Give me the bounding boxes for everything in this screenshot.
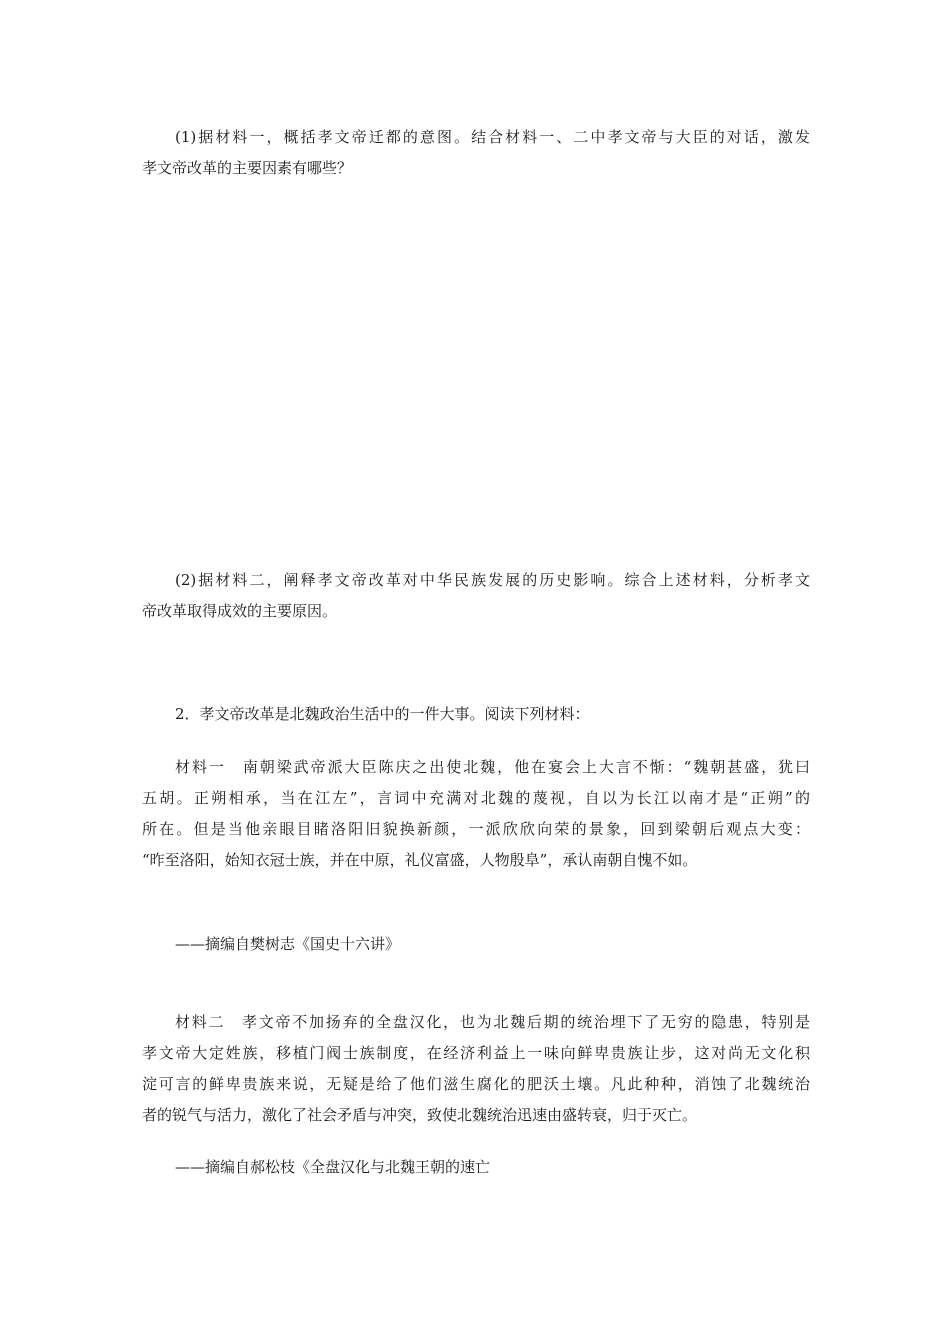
material-1-line-3: 所在。但是当他亲眼目睹洛阳旧貌换新颜，一派欣欣向荣的景象，回到梁朝后观点大变：: [142, 820, 810, 838]
material-1-source: ——摘编自樊树志《国史十六讲》: [175, 935, 401, 953]
question-1: [142, 122, 810, 184]
material-1-line-4: “昨至洛阳，始知衣冠士族，并在中原，礼仪富盛，人物殷阜”，承认南朝自愧不如。: [142, 851, 698, 869]
material-2-source: ——摘编自郝松枝《全盘汉化与北魏王朝的速亡: [175, 1158, 491, 1176]
material-2: [142, 1007, 810, 1131]
item-2-heading: 2．孝文帝改革是北魏政治生活中的一件大事。阅读下列材料：: [175, 705, 590, 723]
material-1-source-block: [142, 929, 810, 960]
material-2-source-block: [142, 1152, 810, 1183]
material-1: [142, 752, 810, 876]
material-1-line-2: 五胡。正朔相承，当在江左”，言词中充满对北魏的蔑视，自以为长江以南才是“正朔”的: [142, 789, 810, 807]
material-2-line-4: 者的锐气与活力，激化了社会矛盾与冲突，致使北魏统治迅速由盛转衰，归于灭亡。: [142, 1106, 698, 1124]
question-1-line-1: (1)据材料一，概括孝文帝迁都的意图。结合材料一、二中孝文帝与大臣的对话，激发: [175, 128, 810, 146]
item-2-heading-block: [142, 699, 810, 730]
question-2-line-1: (2)据材料二，阐释孝文帝改革对中华民族发展的历史影响。综合上述材料，分析孝文: [175, 571, 810, 589]
question-1-line-2: 孝文帝改革的主要因素有哪些？: [142, 159, 353, 177]
material-2-line-1: 材料二 孝文帝不加扬弃的全盘汉化，也为北魏后期的统治埋下了无穷的隐患，特别是: [175, 1013, 810, 1031]
material-2-line-2: 孝文帝大定姓族，移植门阀士族制度，在经济利益上一味向鲜卑贵族让步，这对尚无文化积: [142, 1044, 810, 1062]
material-2-line-3: 淀可言的鲜卑贵族来说，无疑是给了他们滋生腐化的肥沃土壤。凡此种种，消蚀了北魏统治: [142, 1075, 810, 1093]
question-2: [142, 565, 810, 627]
material-1-line-1: 材料一 南朝梁武帝派大臣陈庆之出使北魏，他在宴会上大言不惭：“魏朝甚盛，犹曰: [175, 758, 810, 776]
question-2-line-2: 帝改革取得成效的主要原因。: [142, 602, 338, 620]
